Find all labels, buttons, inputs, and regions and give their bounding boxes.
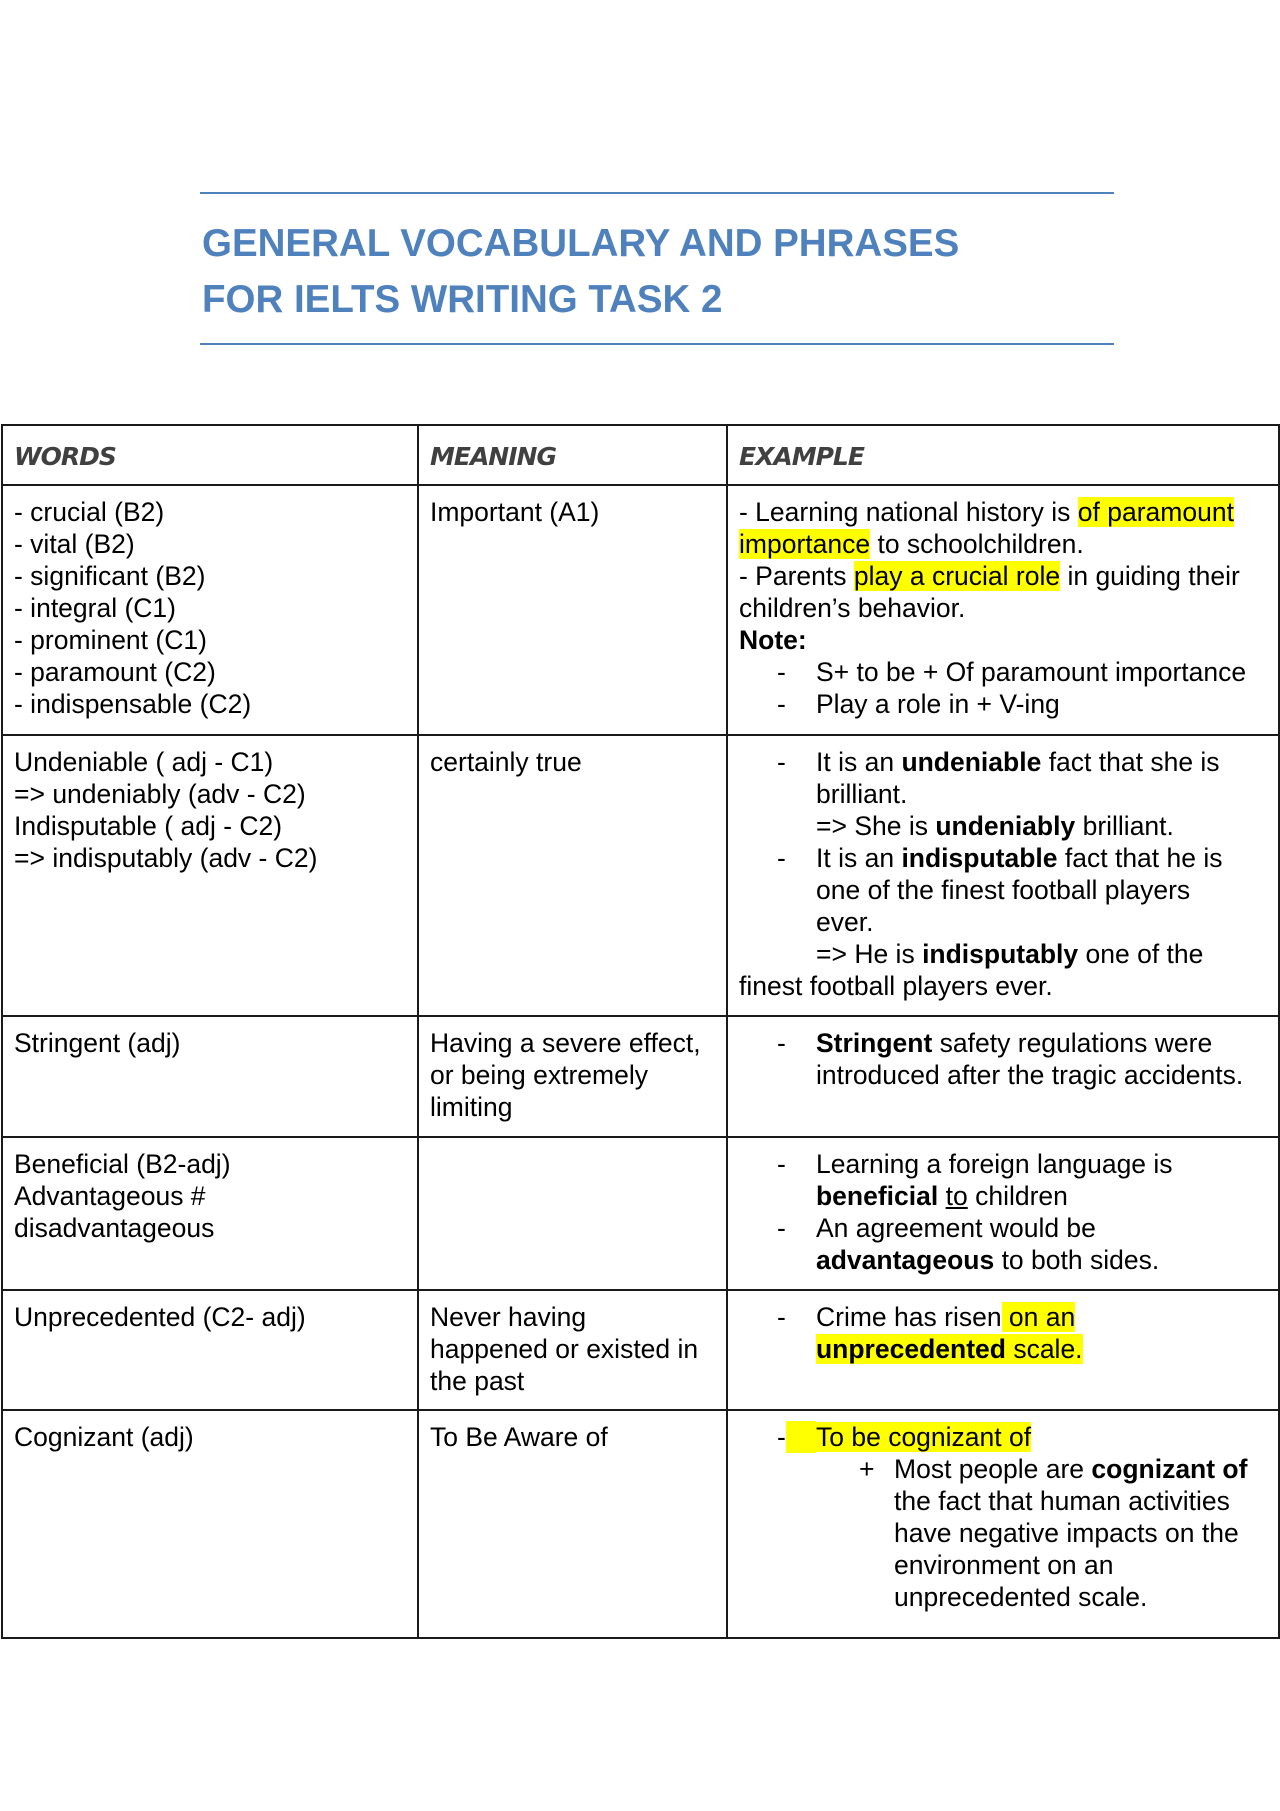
example-line: - Parents play a crucial role in guiding their [739, 561, 1240, 591]
example-cell [727, 1016, 1279, 1137]
words-cell [2, 1410, 418, 1638]
word-item: - vital (B2) [14, 529, 135, 559]
highlighted-phrase: play a crucial role [853, 561, 1061, 591]
highlighted-phrase: of paramount [1077, 497, 1234, 527]
words-cell [2, 1290, 418, 1410]
meaning-text: Important (A1) [430, 497, 600, 527]
table-header-row [2, 425, 1279, 485]
highlighted-phrase: on an [1001, 1302, 1076, 1332]
words-cell [2, 485, 418, 735]
dash-bullet: - [777, 657, 786, 687]
table-row [2, 1410, 1279, 1638]
word-item: - significant (B2) [14, 561, 206, 591]
word-item: - crucial (B2) [14, 497, 165, 527]
meaning-text: Never having [430, 1302, 587, 1332]
dash-bullet: - [777, 747, 786, 777]
dash-bullet: - [777, 1302, 786, 1332]
meaning-cell [418, 735, 727, 1016]
note-item: - Play a role in + V-ing [777, 689, 1060, 719]
meaning-cell [418, 1410, 727, 1638]
word-item: Indisputable ( adj - C2) [14, 811, 283, 841]
words-cell [2, 1137, 418, 1290]
document-title [202, 216, 959, 328]
word-item: Undeniable ( adj - C1) [14, 747, 274, 777]
meaning-cell [418, 485, 727, 735]
document-title-block [200, 192, 1114, 321]
word-item: Unprecedented (C2- adj) [14, 1302, 306, 1332]
dash-bullet: - [777, 1028, 786, 1058]
meaning-cell [418, 1137, 727, 1290]
meaning-cell [418, 1290, 727, 1410]
dash-bullet: - [777, 689, 786, 719]
table-row [2, 485, 1279, 735]
word-item: Advantageous # [14, 1181, 206, 1211]
word-item: => indisputably (adv - C2) [14, 843, 318, 873]
header-example: EXAMPLE [727, 425, 1279, 485]
example-line: importance to schoolchildren. [739, 529, 1084, 559]
example-item: - It is an indisputable fact that he is one of the finest football players ever. [777, 843, 1223, 937]
example-item: - Learning a foreign language is beneficial to children [777, 1149, 1173, 1211]
title-bottom-rule [200, 343, 1114, 345]
meaning-text: certainly true [430, 747, 582, 777]
highlighted-phrase: To be cognizant of [816, 1422, 1032, 1452]
meaning-text: or being extremely [430, 1060, 648, 1090]
header-meaning: MEANING [418, 425, 727, 485]
word-item: => undeniably (adv - C2) [14, 779, 306, 809]
example-item [739, 1421, 1267, 1453]
dash-bullet: - [777, 1149, 786, 1179]
word-item: - indispensable (C2) [14, 689, 252, 719]
meaning-text: happened or existed in [430, 1334, 699, 1364]
example-line: - Learning national history is of paramount [739, 497, 1234, 527]
example-cell [727, 1410, 1279, 1638]
dash-bullet: - [777, 1422, 786, 1452]
rewrite-line: => He is indisputably one of the [816, 939, 1204, 969]
note-item: - S+ to be + Of paramount importance [777, 657, 1247, 687]
highlighted-phrase: importance [739, 529, 871, 559]
dash-bullet: - [777, 843, 786, 873]
highlighted-phrase: unprecedented scale. [816, 1334, 1083, 1364]
word-item: - paramount (C2) [14, 657, 216, 687]
title-top-rule [200, 192, 1114, 194]
example-cell [727, 485, 1279, 735]
example-cell [727, 1137, 1279, 1290]
word-item: Cognizant (adj) [14, 1422, 194, 1452]
dash-bullet: - [777, 1213, 786, 1243]
example-item: - Crime has risen on an unprecedented scale. [777, 1302, 1083, 1364]
header-words: WORDS [2, 425, 418, 485]
plus-bullet: + [859, 1454, 875, 1484]
table-row [2, 1290, 1279, 1410]
meaning-text: limiting [430, 1092, 513, 1122]
rewrite-line-continued: finest football players ever. [739, 971, 1053, 1001]
table-row [2, 1137, 1279, 1290]
note-label: Note: [739, 625, 807, 655]
meaning-text: Having a severe effect, [430, 1028, 701, 1058]
words-cell [2, 1016, 418, 1137]
word-item: Stringent (adj) [14, 1028, 181, 1058]
example-item: - An agreement would be advantageous to both sides. [777, 1213, 1160, 1275]
words-cell [2, 735, 418, 1016]
example-item: - It is an undeniable fact that she is brilliant. => She is undeniably brilliant. [777, 747, 1220, 841]
example-cell [727, 735, 1279, 1016]
meaning-cell [418, 1016, 727, 1137]
word-item: - prominent (C1) [14, 625, 207, 655]
example-cell [727, 1290, 1279, 1410]
title-line-2: FOR IELTS WRITING TASK 2 [202, 278, 723, 321]
sub-example-item: + Most people are cognizant of the fact that human activities have negative impacts on the environment on an unprecedented scale. [859, 1454, 1248, 1612]
table-row [2, 735, 1279, 1016]
table-row [2, 1016, 1279, 1137]
vocabulary-table [1, 424, 1280, 1639]
example-line: children’s behavior. [739, 593, 966, 623]
word-item: disadvantageous [14, 1213, 215, 1243]
title-line-1: GENERAL VOCABULARY AND PHRASES [202, 222, 960, 265]
meaning-text: the past [430, 1366, 525, 1396]
word-item: - integral (C1) [14, 593, 176, 623]
underlined-preposition: to [945, 1181, 968, 1211]
rewrite-line: => She is undeniably brilliant. [816, 811, 1174, 841]
example-item: - Stringent safety regulations were introduced after the tragic accidents. [777, 1028, 1244, 1090]
word-item: Beneficial (B2-adj) [14, 1149, 231, 1179]
meaning-text: To Be Aware of [430, 1422, 608, 1452]
highlight-gap [786, 1421, 816, 1453]
